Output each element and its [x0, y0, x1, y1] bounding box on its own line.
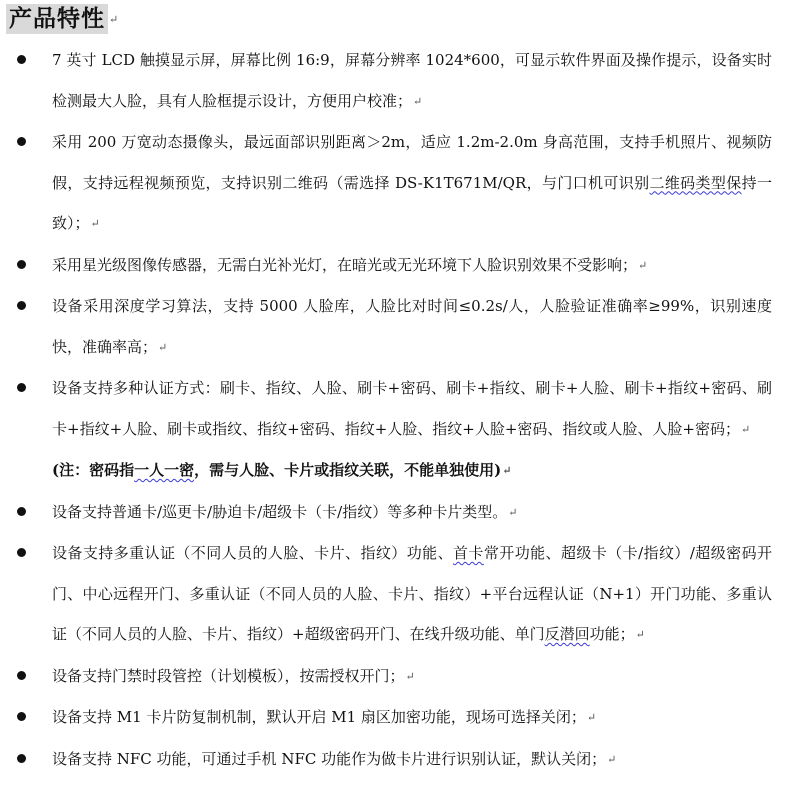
feature-item — [0, 286, 800, 368]
paragraph-mark-icon: ↵ — [586, 711, 597, 724]
paragraph-mark-icon: ↵ — [158, 340, 168, 354]
paragraph-mark-icon: ↵ — [635, 628, 645, 641]
paragraph-mark-icon: ↵ — [740, 422, 751, 436]
feature-text: 设备支持门禁时段管控（计划模板），按需授权开门； — [52, 666, 405, 685]
paragraph-mark-icon: ↵ — [502, 464, 512, 477]
paragraph-mark-icon: ↵ — [638, 258, 648, 272]
feature-list — [0, 40, 800, 780]
feature-text: 采用 200 万宽动态摄像头，最远面部识别距离＞2m，适应 1.2m-2.0m 身高范围，支持手机照片、视频防假，支持远程视频预览，支持识别二维码（需选择 DS-K1T671M/QR，与门口机可识别二维码类型保持一致）； — [52, 133, 772, 232]
bullet-icon — [17, 260, 26, 269]
bullet-icon — [17, 548, 26, 557]
paragraph-mark-icon: ↵ — [607, 752, 617, 766]
title-row — [6, 2, 118, 36]
proofing-squiggle: 二维码类型保 — [649, 173, 742, 192]
bullet-icon — [17, 55, 26, 64]
bullet-icon — [17, 754, 26, 763]
feature-item — [0, 697, 800, 739]
feature-item — [0, 533, 800, 656]
bullet-icon — [17, 671, 26, 680]
feature-text: 设备支持 M1 卡片防复制机制，默认开启 M1 扇区加密功能，现场可选择关闭； — [52, 708, 586, 726]
feature-text: 设备支持多种认证方式：刷卡、指纹、人脸、刷卡+密码、刷卡+指纹、刷卡+人脸、刷卡+指纹+密码、刷卡+指纹+人脸、刷卡或指纹、指纹+密码、指纹+人脸、指纹+人脸+密码、指纹或人脸、人脸+密码； — [52, 379, 772, 438]
paragraph-mark-icon: ↵ — [413, 94, 423, 108]
feature-item — [0, 739, 800, 781]
feature-item — [0, 122, 800, 245]
bullet-icon — [17, 712, 26, 721]
bullet-icon — [17, 137, 26, 146]
bullet-icon — [17, 383, 26, 392]
paragraph-mark-icon: ↵ — [109, 12, 119, 26]
note-text: (注：密码指一人一密，需与人脸、卡片或指纹关联，不能单独使用) — [52, 461, 502, 479]
bullet-icon — [17, 507, 26, 516]
feature-text: 设备支持多重认证（不同人员的人脸、卡片、指纹）功能、首卡常开功能、超级卡（卡/指纹）/超级密码开门、中心远程开门、多重认证（不同人员的人脸、卡片、指纹）+平台远程认证（N+1）开门功能、多重认证（不同人员的人脸、卡片、指纹）+超级密码开门、在线升级功能、单门反潜回功能； — [52, 544, 772, 643]
feature-item — [0, 492, 800, 534]
feature-text: 设备支持 NFC 功能，可通过手机 NFC 功能作为做卡片进行识别认证，默认关闭； — [52, 749, 607, 768]
feature-item — [0, 368, 800, 450]
proofing-squiggle: 反潜回 — [544, 625, 590, 643]
paragraph-mark-icon: ↵ — [405, 669, 415, 683]
auth-note — [0, 450, 800, 492]
proofing-squiggle: 一人一密 — [134, 461, 195, 479]
proofing-squiggle: 首卡 — [453, 544, 484, 562]
feature-text: 设备采用深度学习算法，支持 5000 人脸库，人脸比对时间≤0.2s/人，人脸验证准确率≥99%，识别速度快，准确率高； — [52, 297, 772, 356]
paragraph-mark-icon: ↵ — [508, 505, 518, 519]
bullet-icon — [17, 301, 26, 310]
feature-item — [0, 245, 800, 287]
feature-text: 7 英寸 LCD 触摸显示屏，屏幕比例 16:9，屏幕分辨率 1024*600，可显示软件界面及操作提示，设备实时检测最大人脸，具有人脸框提示设计，方便用户校准； — [52, 51, 772, 110]
paragraph-mark-icon: ↵ — [90, 217, 100, 230]
feature-item — [0, 656, 800, 698]
feature-text: 采用星光级图像传感器，无需白光补光灯，在暗光或无光环境下人脸识别效果不受影响； — [52, 255, 638, 274]
feature-item — [0, 40, 800, 122]
section-title: 产品特性 — [6, 4, 108, 34]
feature-text: 设备支持普通卡/巡更卡/胁迫卡/超级卡（卡/指纹）等多种卡片类型。 — [52, 502, 508, 521]
